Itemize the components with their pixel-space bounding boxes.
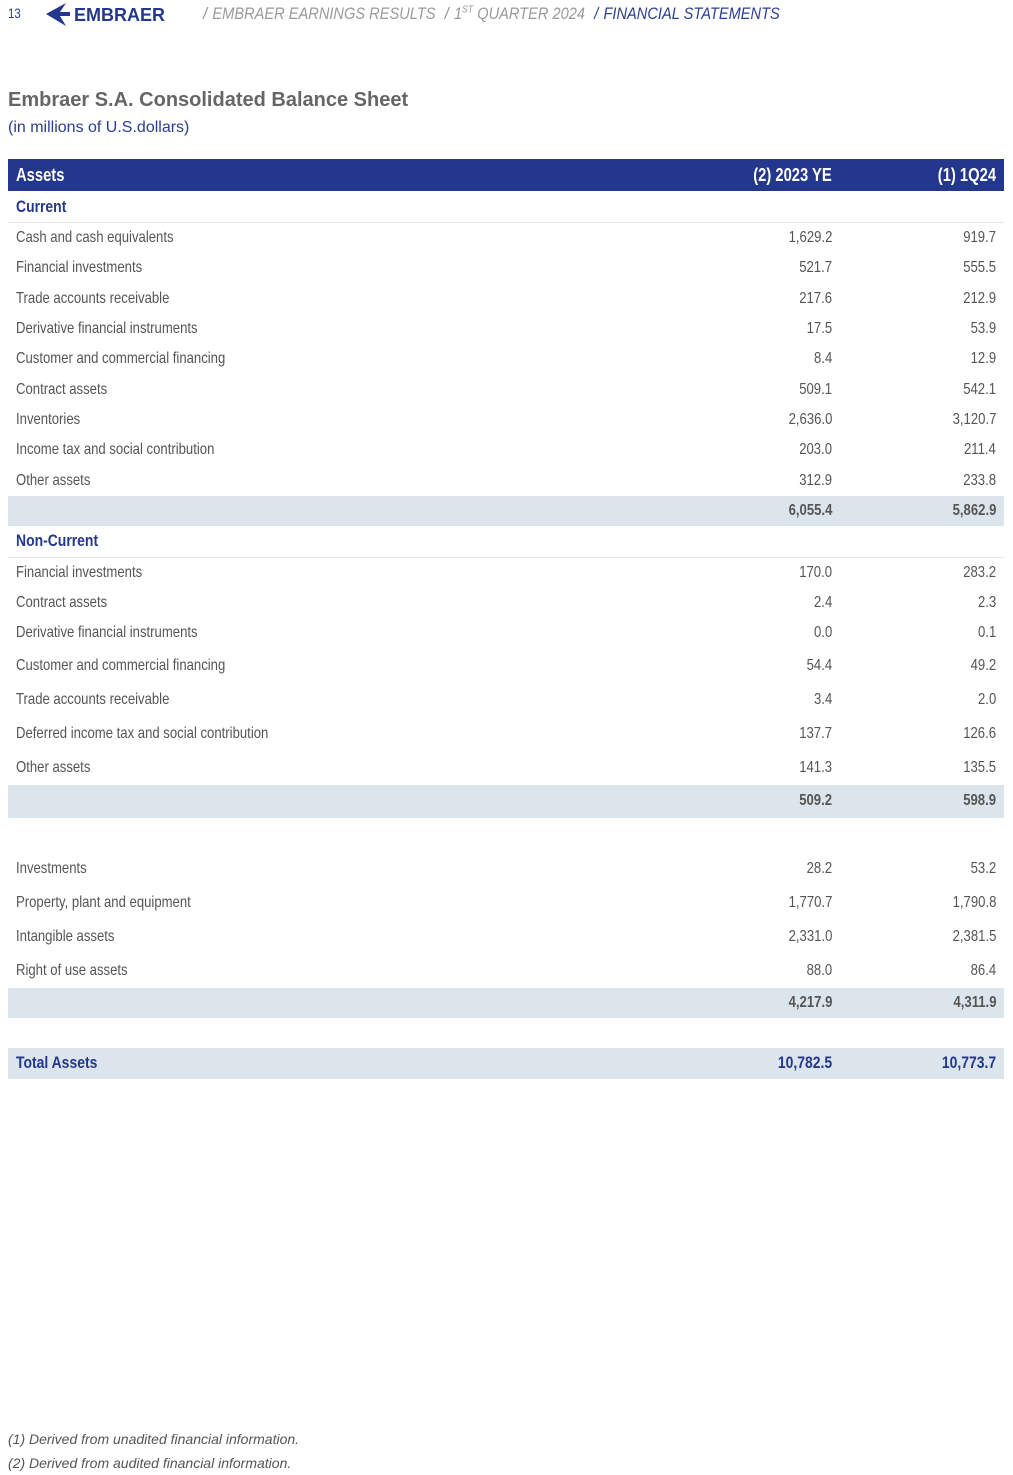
table-row: Other assets 141.3 135.5 (16, 758, 996, 776)
breadcrumb-item-financial-statements: FINANCIAL STATEMENTS (603, 4, 780, 23)
column-header-assets: Assets (16, 164, 65, 185)
table-row: Trade accounts receivable 3.4 2.0 (16, 690, 996, 708)
footnote-1: (1) Derived from unadited financial information. (8, 1431, 300, 1447)
table-row: Property, plant and equipment 1,770.7 1,790.8 (16, 893, 996, 911)
breadcrumb: / EMBRAER EARNINGS RESULTS / 1ST QUARTER 2024 / FINANCIAL STATEMENTS (203, 4, 780, 23)
embraer-logo-icon (44, 2, 190, 28)
table-row: Financial investments 170.0 283.2 (16, 563, 996, 581)
table-header-row (8, 159, 1004, 191)
total-assets-row: Total Assets 10,782.5 10,773.7 (8, 1048, 1004, 1079)
table-row: Intangible assets 2,331.0 2,381.5 (16, 927, 996, 945)
svg-text:EMBRAER: EMBRAER (74, 5, 166, 25)
column-header-1q24: (1) 1Q24 (937, 164, 996, 185)
table-row: Contract assets 509.1 542.1 (16, 380, 996, 398)
balance-sheet-table (8, 159, 1004, 1079)
table-row: Contract assets 2.4 2.3 (16, 594, 996, 612)
table-spacer (8, 1018, 1004, 1048)
table-row: Customer and commercial financing 54.4 49.2 (16, 656, 996, 674)
column-header-2023ye: (2) 2023 YE (753, 164, 832, 185)
table-row: Investments 28.2 53.2 (16, 859, 996, 877)
section-header-non-current: Non-Current (8, 526, 1004, 558)
footnotes (8, 1427, 299, 1475)
breadcrumb-item-earnings: EMBRAER EARNINGS RESULTS (212, 4, 436, 23)
table-row: Other assets 312.9 233.8 (16, 471, 996, 489)
table-spacer (8, 818, 1004, 852)
table-row: Derivative financial instruments 17.5 53.9 (16, 320, 996, 338)
table-row: Cash and cash equivalents 1,629.2 919.7 (16, 229, 996, 247)
page-subtitle: (in millions of U.S.dollars) (8, 119, 190, 136)
footnote-2: (2) Derived from audited financial information. (8, 1455, 292, 1471)
subtotal-row-long-term: 4,217.9 4,311.9 (8, 988, 1004, 1018)
section-header-current: Current (8, 191, 1004, 223)
subtotal-row-non-current: 509.2 598.9 (8, 785, 1004, 818)
table-row: Deferred income tax and social contribution 137.7 126.6 (16, 724, 996, 742)
page-number: 13 (8, 5, 21, 21)
subtotal-row-current: 6,055.4 5,862.9 (8, 496, 1004, 526)
breadcrumb-item-quarter: 1ST QUARTER 2024 (453, 4, 586, 23)
table-row: Income tax and social contribution 203.0 211.4 (16, 441, 996, 459)
table-row: Customer and commercial financing 8.4 12.9 (16, 350, 996, 368)
page-title: Embraer S.A. Consolidated Balance Sheet (8, 89, 409, 111)
table-row: Inventories 2,636.0 3,120.7 (16, 410, 996, 428)
table-row: Derivative financial instruments 0.0 0.1 (16, 624, 996, 642)
table-row: Financial investments 521.7 555.5 (16, 259, 996, 277)
table-row: Trade accounts receivable 217.6 212.9 (16, 289, 996, 307)
page-header (0, 0, 1013, 30)
table-row: Right of use assets 88.0 86.4 (16, 961, 996, 979)
